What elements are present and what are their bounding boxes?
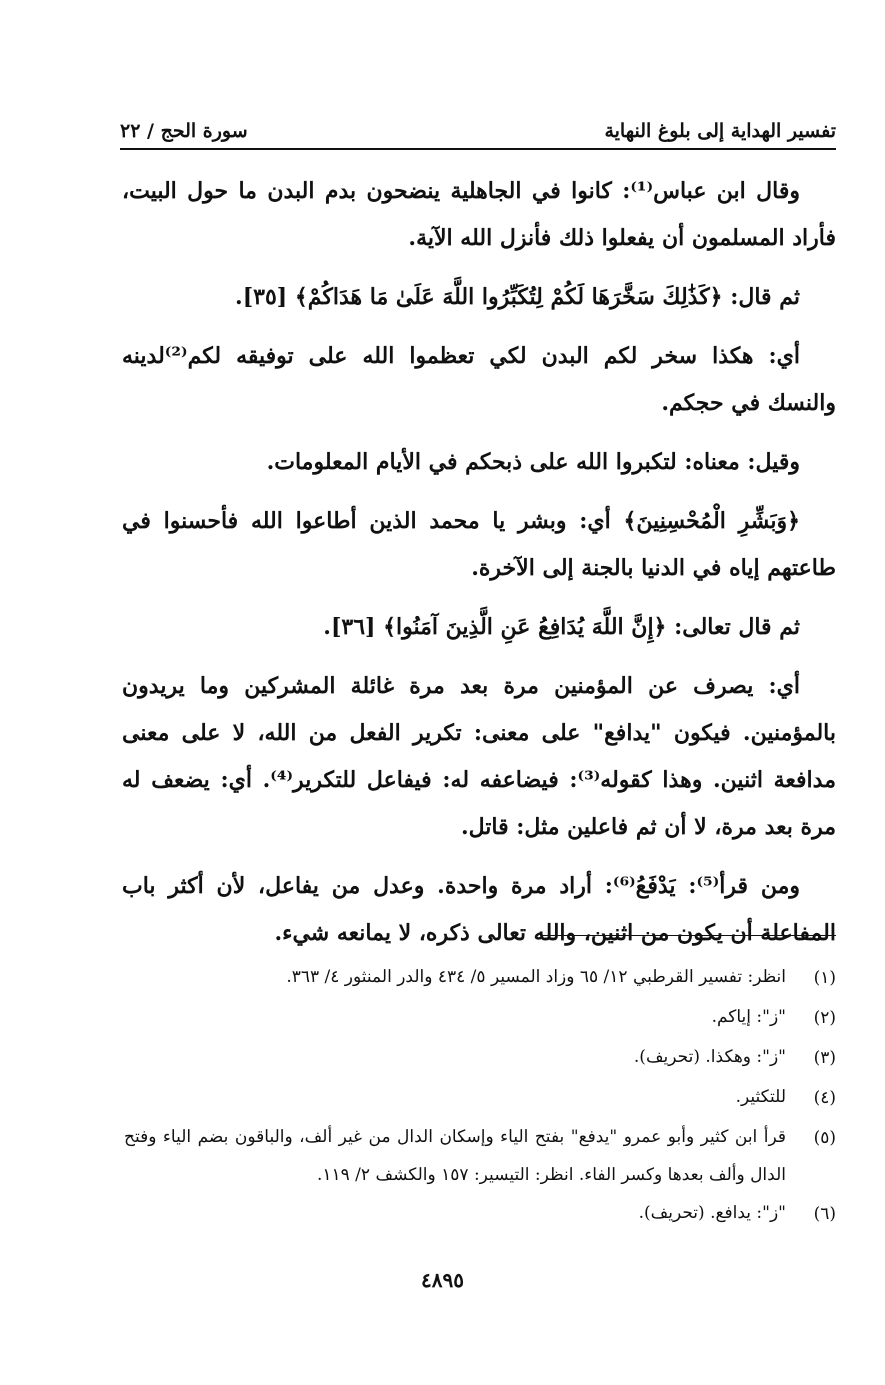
footnote-text: "ز": إياكم. (711, 1007, 786, 1027)
footnote (124, 1078, 836, 1118)
paragraph: ومن قرأ⁽⁵⁾: يَدْفَعُ⁽⁶⁾: أراد مرة واحدة. وعدل من يفاعل، لأن أكثر باب المفاعلة أن يكون من اثنين، والله تعالى ذكره، لا يمانعه شيء. (122, 873, 836, 946)
footnote-text: قرأ ابن كثير وأبو عمرو "يدفع" بفتح الياء وإسكان الدال من غير ألف، والباقون بضم الياء وفتح الدال وألف بعدها وكسر الفاء. انظر: التيسير: ١٥٧ والكشف ٢/ ١١٩. (124, 1127, 786, 1185)
paragraph: وقال ابن عباس⁽¹⁾: كانوا في الجاهلية ينضحون بدم البدن ما حول البيت، فأراد المسلمون أن يفعلوا ذلك فأنزل الله الآية. (122, 178, 836, 251)
surah-reference: سورة الحج / ٢٢ (120, 120, 248, 142)
footnote-number: (٤) (813, 1088, 836, 1108)
paragraph: ثم قال: ﴿كَذَٰلِكَ سَخَّرَهَا لَكُمْ لِتُكَبِّرُوا اللَّهَ عَلَىٰ مَا هَدَاكُمْ﴾ [٣٥]. (235, 284, 800, 310)
footnotes (124, 958, 836, 1234)
footnote (124, 1038, 836, 1078)
page-number: ٤٨٩٥ (421, 1268, 464, 1292)
footnote-number: (١) (813, 968, 836, 988)
footnote-text: "ز": وهكذا. (تحريف). (633, 1047, 786, 1067)
footnote (124, 1194, 836, 1234)
paragraph: وقيل: معناه: لتكبروا الله على ذبحكم في الأيام المعلومات. (266, 449, 800, 475)
paragraph: أي: يصرف عن المؤمنين مرة بعد مرة غائلة المشركين وما يريدون بالمؤمنين. فيكون "يدافع" على معنى: تكرير الفعل من الله، لا على معنى مدافعة اثنين. وهذا كقوله⁽³⁾: فيضاعفه له: فيفاعل للتكرير⁽⁴⁾. أي: يضعف له مرة بعد مرة، لا أن ثم فاعلين مثل: قاتل. (122, 673, 837, 840)
footnote-number: (٢) (813, 1008, 836, 1028)
footnote (124, 958, 836, 998)
footnote (124, 998, 836, 1038)
footnote-number: (٦) (813, 1204, 836, 1224)
paragraph: أي: هكذا سخر لكم البدن لكي تعظموا الله على توفيقه لكم⁽²⁾لدينه والنسك في حجكم. (122, 343, 836, 416)
footnote-text: انظر: تفسير القرطبي ١٢/ ٦٥ وزاد المسير ٥/ ٤٣٤ والدر المنثور ٤/ ٣٦٣. (286, 967, 786, 987)
book-title: تفسير الهداية إلى بلوغ النهاية (604, 120, 836, 142)
footnote-number: (٥) (813, 1128, 836, 1148)
footnote-text: للتكثير. (735, 1087, 786, 1107)
footnote-divider (540, 935, 836, 936)
footnote (124, 1118, 836, 1194)
footnote-text: "ز": يدافع. (تحريف). (638, 1203, 786, 1223)
paragraph: ﴿وَبَشِّرِ الْمُحْسِنِينَ﴾ أي: وبشر يا محمد الذين أطاعوا الله فأحسنوا في طاعتهم إياه في الدنيا بالجنة إلى الآخرة. (122, 508, 836, 581)
footnote-number: (٣) (813, 1048, 836, 1068)
page-header (120, 108, 836, 150)
paragraph: ثم قال تعالى: ﴿إِنَّ اللَّهَ يُدَافِعُ عَنِ الَّذِينَ آمَنُوا﴾ [٣٦]. (323, 614, 800, 640)
main-text (122, 168, 836, 969)
